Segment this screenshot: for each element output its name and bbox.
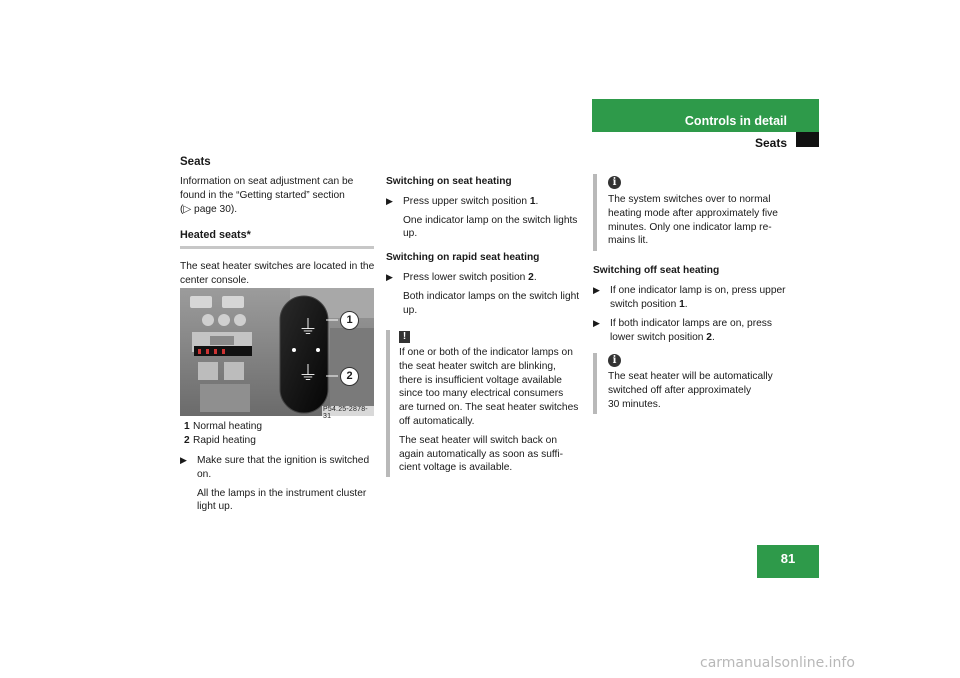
legend-number: 1 — [184, 421, 190, 432]
info-icon: i — [608, 354, 621, 367]
text-line: All the lamps in the instrument cluster — [197, 487, 367, 499]
text-line: The seat heater will switch back on — [399, 434, 557, 446]
text-line: Make sure that the ignition is switched — [197, 455, 370, 466]
footer-watermark: carmanualsonline.info — [700, 655, 855, 671]
text-line: Both indicator lamps on the switch light — [403, 290, 580, 302]
step-result — [386, 290, 581, 318]
legend-number: 2 — [184, 434, 190, 446]
page-reference-link[interactable]: (▷ page 30). — [180, 203, 238, 215]
step-result — [386, 214, 581, 242]
page-number: 81 — [780, 551, 796, 566]
text-line: again automatically as soon as suffi- — [399, 448, 564, 460]
ignition-step — [180, 454, 375, 514]
arrow-bullet-icon: ▶ — [386, 271, 393, 282]
sub-heading-on: Switching on seat heating — [386, 176, 512, 187]
page-heading: Seats — [180, 156, 211, 168]
text-line: light up. — [197, 501, 233, 513]
text-line: minutes. Only one indicator lamp re- — [608, 221, 772, 233]
text-line: the seat heater switch are blinking, — [399, 360, 556, 372]
svg-text:⏚: ⏚ — [298, 315, 318, 339]
arrow-bullet-icon: ▶ — [386, 195, 393, 206]
heading-rule — [180, 246, 374, 249]
arrow-bullet-icon: ▶ — [593, 318, 600, 329]
position-number: 1 — [679, 298, 685, 310]
bullet-step — [180, 454, 375, 482]
step-result — [180, 487, 375, 515]
note-bar — [386, 330, 390, 477]
text-line: on. — [197, 468, 212, 480]
intro-line: found in the “Getting started” section — [180, 189, 345, 201]
callout-2: 2 — [340, 367, 359, 386]
center-console-illustration — [180, 288, 374, 416]
photo-code: P54.25-2878-31 — [323, 406, 368, 420]
sub-heading: Heated seats* — [180, 229, 251, 242]
section-title: Seats — [754, 136, 787, 150]
text-line: 30 minutes. — [608, 398, 661, 410]
section-marker — [796, 132, 819, 147]
text-line: since too many electrical consumers — [399, 388, 564, 400]
legend-item — [184, 420, 374, 434]
arrow-bullet-icon: ▶ — [593, 284, 600, 295]
intro-line: Information on seat adjustment can be — [180, 176, 354, 187]
position-number: 2 — [528, 271, 534, 283]
info-icon: i — [608, 176, 621, 189]
position-number: 2 — [706, 332, 712, 344]
sub-heading-off: Switching off seat heating — [593, 265, 720, 276]
text-line: up. — [403, 304, 418, 316]
text-line: If both indicator lamps are on, press — [610, 318, 772, 330]
bullet-step: ▶ Press upper switch position 1. — [386, 195, 539, 207]
switch-off-section — [593, 264, 793, 345]
info-note — [608, 193, 803, 248]
text-line: One indicator lamp on the switch lights — [403, 214, 578, 226]
bullet-step: ▶ Press lower switch position 2. — [386, 271, 537, 283]
legend-label: Rapid heating — [193, 434, 256, 446]
column-1 — [180, 155, 375, 288]
text-line: there is insufficient voltage available — [399, 374, 562, 386]
warning-note — [399, 346, 584, 475]
text-line: If one or both of the indicator lamps on — [399, 347, 573, 358]
text-line: cient voltage is available. — [399, 462, 513, 474]
seat-heater-switch-photo — [180, 288, 374, 420]
step-text: Press upper switch position — [403, 195, 530, 207]
arrow-bullet-icon: ▶ — [180, 455, 187, 465]
text-line: are turned on. The seat heater switches — [399, 402, 579, 414]
info-note — [608, 370, 803, 411]
bullet-step: ▶ If one indicator lamp is on, press upper switch position 1. — [593, 284, 793, 312]
legend-item — [184, 434, 374, 448]
legend — [184, 420, 374, 448]
text-line: switched off after approximately — [608, 384, 752, 396]
text-line: The seat heater switches are located in the — [180, 261, 375, 273]
sub-heading-rapid: Switching on rapid seat heating — [386, 252, 540, 264]
intro-paragraph — [180, 175, 375, 216]
note-bar — [593, 174, 597, 251]
text-line: center console. — [180, 274, 250, 286]
callout-1: 1 — [340, 311, 359, 330]
text-line: heating mode after approximately five — [608, 207, 778, 219]
warning-icon: ! — [399, 331, 410, 343]
location-paragraph — [180, 260, 375, 288]
chapter-title: Controls in detail — [684, 114, 787, 128]
text-line: mains lit. — [608, 235, 649, 247]
column-2 — [386, 175, 581, 317]
step-text: Press lower switch position — [403, 271, 529, 283]
text-line: up. — [403, 228, 418, 240]
position-number: 1 — [529, 195, 536, 207]
legend-label: Normal heating — [193, 421, 263, 432]
text-line: The system switches over to normal — [608, 194, 771, 205]
text-line: off automatically. — [399, 415, 475, 427]
bullet-step: ▶ If both indicator lamps are on, press lower switch position 2. — [593, 317, 793, 345]
note-bar — [593, 353, 597, 414]
text-line: If one indicator lamp is on, press upper — [610, 284, 786, 296]
svg-text:⏚: ⏚ — [298, 361, 318, 385]
text-line: The seat heater will be automatically — [608, 371, 773, 382]
